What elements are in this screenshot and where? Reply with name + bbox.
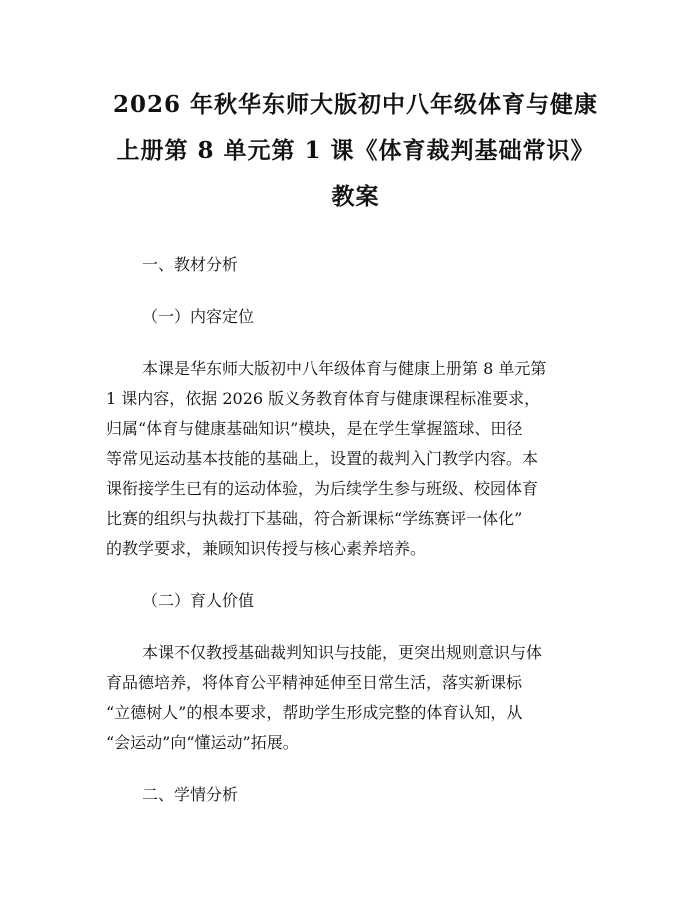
paragraph-line: 等常见运动基本技能的基础上，设置的裁判入门教学内容。本 — [106, 449, 539, 468]
paragraph-line: “会运动”向“懂运动”拓展。 — [106, 733, 299, 752]
subsection-heading-content-positioning: （一）内容定位 — [142, 307, 255, 326]
paragraph-line: 的教学要求，兼顾知识传授与核心素养培养。 — [106, 539, 427, 558]
title-line-1: 2026 年秋华东师大版初中八年级体育与健康 — [112, 91, 599, 118]
paragraph-educational-value — [106, 638, 605, 758]
section-heading-textbook-analysis: 一、教材分析 — [142, 255, 239, 274]
paragraph-line: 归属“体育与健康基础知识”模块，是在学生掌握篮球、田径 — [106, 419, 523, 438]
document-title — [106, 82, 605, 220]
paragraph-line: 本课是华东师大版初中八年级体育与健康上册第 8 单元第 — [142, 359, 547, 378]
title-line-3: 教案 — [331, 183, 380, 210]
subsection-heading-educational-value: （二）育人价值 — [142, 591, 255, 610]
paragraph-content-positioning — [106, 354, 605, 564]
paragraph-line: 课衔接学生已有的运动体验，为后续学生参与班级、校园体育 — [106, 479, 539, 498]
paragraph-line: 育品德培养，将体育公平精神延伸至日常生活，落实新课标 — [106, 673, 523, 692]
paragraph-line: “立德树人”的根本要求，帮助学生形成完整的体育认知，从 — [106, 703, 523, 722]
paragraph-line: 1 课内容，依据 2026 版义务教育体育与健康课程标准要求， — [106, 389, 541, 408]
paragraph-line: 本课不仅教授基础裁判知识与技能，更突出规则意识与体 — [142, 643, 543, 662]
title-line-2: 上册第 8 单元第 1 课《体育裁判基础常识》 — [116, 137, 595, 164]
section-heading-student-analysis: 二、学情分析 — [142, 785, 239, 804]
paragraph-line: 比赛的组织与执裁打下基础，符合新课标“学练赛评一体化” — [106, 509, 523, 528]
